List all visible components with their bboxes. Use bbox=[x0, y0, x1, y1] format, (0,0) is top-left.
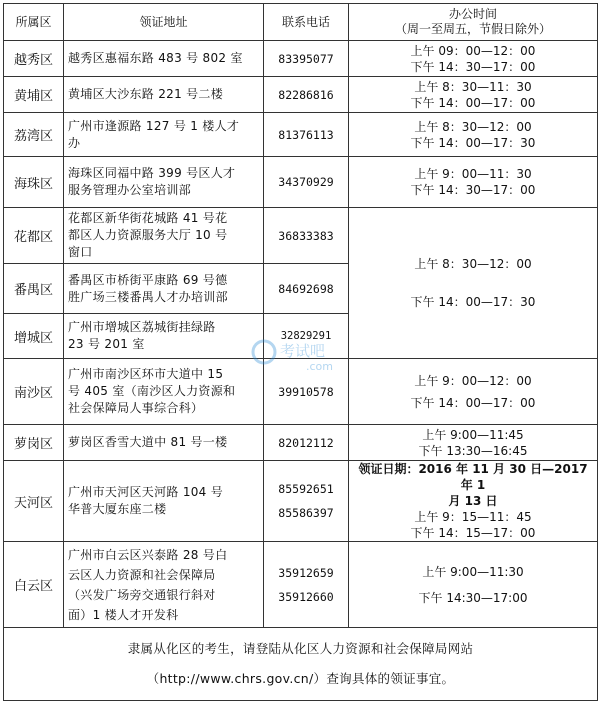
phone-cell: 81376113 bbox=[264, 113, 349, 157]
phone-cell: 36833383 bbox=[264, 208, 349, 264]
phone-cell: 39910578 bbox=[264, 359, 349, 425]
address-cell bbox=[64, 359, 264, 425]
phone-line: 35912659 bbox=[278, 565, 334, 580]
hours-line: 上午 8：30—12：00 bbox=[414, 257, 532, 271]
table-row bbox=[4, 425, 598, 461]
hours-line: 上午 9:00—11:30 bbox=[422, 564, 524, 579]
address-line: 云区人力资源和社会保障局 bbox=[68, 567, 216, 582]
hours-line: 下午 14：15—17：00 bbox=[410, 526, 536, 540]
phone-cell bbox=[264, 542, 349, 628]
hours-line: 上午 9：15—11：45 bbox=[414, 510, 532, 524]
address-line: 番禺区市桥街平康路 69 号德 bbox=[68, 272, 228, 287]
hours-cell bbox=[349, 359, 598, 425]
footer-paren: （ bbox=[146, 671, 160, 686]
header-hours-title: 办公时间 bbox=[448, 7, 497, 21]
table-row bbox=[4, 542, 598, 628]
address-cell bbox=[64, 264, 264, 314]
address-line: 胜广场三楼番禺人才办培训部 bbox=[68, 289, 228, 304]
address-line: 海珠区同福中路 399 号区人才 bbox=[68, 166, 236, 180]
address-cell bbox=[64, 208, 264, 264]
district-cell: 萝岗区 bbox=[4, 425, 64, 461]
phone-cell: 82012112 bbox=[264, 425, 349, 461]
hours-line: 下午 14：00—17：30 bbox=[410, 135, 536, 150]
header-hours-subtitle: （周一至周五，节假日除外） bbox=[394, 22, 551, 36]
address-line: 萝岗区香雪大道中 81 号一楼 bbox=[68, 435, 228, 449]
phone-cell bbox=[264, 461, 349, 542]
table-row bbox=[4, 208, 598, 264]
hours-cell bbox=[349, 77, 598, 113]
address-line: 窗口 bbox=[68, 245, 93, 259]
hours-cell bbox=[349, 425, 598, 461]
hours-line: 下午 14：30—17：00 bbox=[410, 183, 536, 197]
district-cell: 番禺区 bbox=[4, 264, 64, 314]
hours-line: 上午 8：30—12：00 bbox=[414, 119, 532, 134]
address-line: 号 405 室（南沙区人力资源和 bbox=[68, 384, 236, 398]
address-cell bbox=[64, 157, 264, 208]
header-phone: 联系电话 bbox=[264, 4, 349, 41]
hours-line: 上午 9：00—11：30 bbox=[414, 167, 532, 181]
footer-tail: ）查询具体的领证事宜。 bbox=[313, 671, 455, 686]
pickup-date-line: 月 13 日 bbox=[448, 494, 498, 508]
hours-line: 下午 14：00—17：00 bbox=[410, 95, 536, 110]
phone-cell: 84692698 bbox=[264, 264, 349, 314]
address-line: 办 bbox=[68, 135, 81, 150]
district-cell: 花都区 bbox=[4, 208, 64, 264]
hours-line: 下午 14：30—17：00 bbox=[410, 59, 536, 74]
district-cell: 越秀区 bbox=[4, 41, 64, 77]
hours-cell bbox=[349, 461, 598, 542]
hours-line: 上午 9：00—12：00 bbox=[414, 373, 532, 388]
hours-line: 下午 13:30—16:45 bbox=[418, 443, 528, 458]
district-cell: 增城区 bbox=[4, 314, 64, 359]
address-cell bbox=[64, 425, 264, 461]
address-line: （兴发广场旁交通银行斜对 bbox=[68, 587, 216, 602]
district-cell: 黄埔区 bbox=[4, 77, 64, 113]
address-cell bbox=[64, 113, 264, 157]
district-cell: 天河区 bbox=[4, 461, 64, 542]
phone-cell: 32829291 bbox=[264, 314, 349, 359]
footer-line: 隶属从化区的考生，请登陆从化区人力资源和社会保障局网站 bbox=[127, 641, 474, 656]
phone-cell: 34370929 bbox=[264, 157, 349, 208]
table-row bbox=[4, 461, 598, 542]
address-cell bbox=[64, 314, 264, 359]
table-row bbox=[4, 77, 598, 113]
district-cell: 白云区 bbox=[4, 542, 64, 628]
hours-line: 上午 9:00—11:45 bbox=[422, 427, 524, 442]
district-cell: 南沙区 bbox=[4, 359, 64, 425]
address-line: 花都区新华街花城路 41 号花 bbox=[68, 211, 228, 225]
table-row bbox=[4, 157, 598, 208]
phone-line: 85592651 bbox=[278, 482, 334, 496]
hours-line: 下午 14:30—17:00 bbox=[418, 590, 528, 605]
watermark-domain: .com bbox=[306, 360, 333, 373]
header-address: 领证地址 bbox=[64, 4, 264, 41]
district-cell: 海珠区 bbox=[4, 157, 64, 208]
hours-cell bbox=[349, 157, 598, 208]
phone-cell: 82286816 bbox=[264, 77, 349, 113]
hours-line: 下午 14：00—17：00 bbox=[410, 395, 536, 410]
chrs-website-link[interactable]: http://www.chrs.gov.cn/ bbox=[159, 671, 314, 686]
address-cell bbox=[64, 77, 264, 113]
certificate-pickup-table bbox=[3, 3, 598, 701]
district-cell: 荔湾区 bbox=[4, 113, 64, 157]
address-line: 都区人力资源服务大厅 10 号 bbox=[68, 228, 228, 242]
address-line: 服务管理办公室培训部 bbox=[68, 183, 192, 197]
header-row bbox=[4, 4, 598, 41]
hours-line: 上午 09：00—12：00 bbox=[410, 43, 536, 58]
hours-cell-merged bbox=[349, 208, 598, 359]
pickup-date-line: 领证日期：2016 年 11 月 30 日—2017 年 1 bbox=[358, 462, 588, 492]
hours-cell bbox=[349, 113, 598, 157]
hours-spacer bbox=[353, 275, 593, 291]
table-row bbox=[4, 113, 598, 157]
address-line: 黄埔区大沙东路 221 号二楼 bbox=[68, 87, 224, 101]
phone-cell: 83395077 bbox=[264, 41, 349, 77]
address-line: 社会保障局人事综合科） bbox=[68, 401, 204, 415]
address-cell bbox=[64, 542, 264, 628]
hours-cell bbox=[349, 542, 598, 628]
address-cell bbox=[64, 461, 264, 542]
header-hours bbox=[349, 4, 598, 41]
hours-line: 上午 8：30—11：30 bbox=[414, 79, 532, 94]
address-line: 23 号 201 室 bbox=[68, 337, 145, 351]
address-line: 越秀区惠福东路 483 号 802 室 bbox=[68, 51, 243, 65]
address-line: 广州市逢源路 127 号 1 楼人才 bbox=[68, 118, 240, 133]
hours-cell bbox=[349, 41, 598, 77]
footer-line bbox=[8, 664, 593, 694]
address-line: 面）1 楼人才开发科 bbox=[68, 607, 179, 622]
table-row bbox=[4, 41, 598, 77]
hours-line: 下午 14：00—17：30 bbox=[410, 295, 536, 309]
header-district: 所属区 bbox=[4, 4, 64, 41]
address-line: 广州市南沙区环市大道中 15 bbox=[68, 367, 224, 381]
address-cell bbox=[64, 41, 264, 77]
address-line: 广州市白云区兴泰路 28 号白 bbox=[68, 547, 228, 562]
footer-note bbox=[4, 628, 598, 701]
address-line: 广州市增城区荔城街挂绿路 bbox=[68, 320, 216, 334]
phone-line: 35912660 bbox=[278, 589, 334, 604]
phone-line: 85586397 bbox=[278, 506, 334, 520]
table-row bbox=[4, 359, 598, 425]
footer-row bbox=[4, 628, 598, 701]
watermark-text: 考试吧 bbox=[280, 342, 326, 360]
address-line: 广州市天河区天河路 104 号 bbox=[68, 485, 224, 499]
address-line: 华普大厦东座二楼 bbox=[68, 502, 167, 516]
